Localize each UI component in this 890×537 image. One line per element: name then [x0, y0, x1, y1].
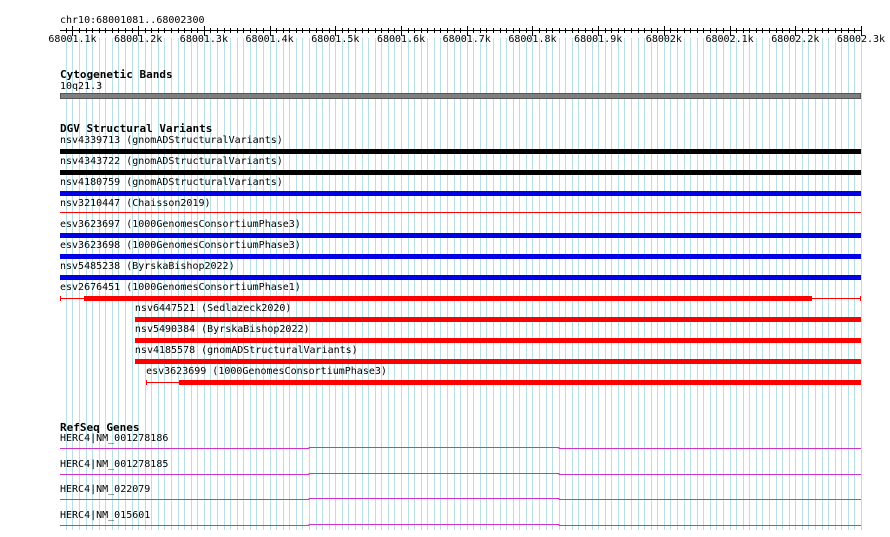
variant-feature[interactable] [84, 296, 812, 301]
ruler-tick-label: 68001.6k [376, 34, 426, 45]
variant-feature[interactable] [60, 254, 861, 259]
gene-label[interactable]: HERC4|NM_001278185 [60, 459, 169, 470]
ruler-tick-label: 68002.1k [705, 34, 754, 45]
gene-label[interactable]: HERC4|NM_015601 [60, 510, 151, 521]
variant-label[interactable]: nsv5490384 (ByrskaBishop2022) [134, 324, 310, 335]
ruler-tick-label: 68001.2k [114, 34, 163, 45]
variant-label[interactable]: esv3623698 (1000GenomesConsortiumPhase3) [60, 240, 301, 251]
ruler-tick-label: 68001.8k [508, 34, 557, 45]
dgv-track-heading[interactable]: DGV Structural Variants [60, 122, 213, 135]
variant-feature[interactable] [135, 338, 861, 343]
ruler-tick-label: 68002.3k [836, 34, 886, 45]
ruler-tick-label: 68001.5k [311, 34, 360, 45]
location-label: chr10:68001081..68002300 [60, 15, 205, 26]
variant-label[interactable]: esv2676451 (1000GenomesConsortiumPhase1) [60, 282, 301, 293]
variant-flank-cap [860, 296, 861, 301]
variant-feature[interactable] [135, 317, 861, 322]
variant-label[interactable]: nsv4180759 (gnomADStructuralVariants) [60, 177, 283, 188]
gene-label[interactable]: HERC4|NM_022079 [60, 484, 151, 495]
refseq-track-heading[interactable]: RefSeq Genes [60, 421, 140, 434]
gene-label[interactable]: HERC4|NM_001278186 [60, 433, 169, 444]
variant-feature[interactable] [135, 359, 861, 364]
variant-flank-cap [60, 296, 61, 301]
variant-feature[interactable] [60, 149, 861, 154]
variant-label[interactable]: esv3623697 (1000GenomesConsortiumPhase3) [60, 219, 301, 230]
variant-label[interactable]: nsv4343722 (gnomADStructuralVariants) [60, 156, 283, 167]
cytoband-track-heading[interactable]: Cytogenetic Bands [60, 68, 173, 81]
ruler-tick-label: 68001.1k [48, 34, 97, 45]
variant-label[interactable]: nsv4339713 (gnomADStructuralVariants) [60, 135, 283, 146]
cytoband-bar[interactable] [60, 93, 861, 99]
ruler-tick-label: 68001.3k [179, 34, 228, 45]
variant-label[interactable]: nsv3210447 (Chaisson2019) [60, 198, 211, 209]
variant-flank-cap [146, 380, 147, 385]
variant-label[interactable]: nsv4185578 (gnomADStructuralVariants) [134, 345, 358, 356]
variant-feature[interactable] [179, 380, 861, 385]
variant-label[interactable]: nsv5485238 (ByrskaBishop2022) [60, 261, 235, 272]
ruler-tick-label: 68001.4k [245, 34, 294, 45]
ruler-tick-label: 68001.9k [574, 34, 623, 45]
variant-feature[interactable] [60, 170, 861, 175]
variant-feature[interactable] [60, 191, 861, 196]
cytoband-label: 10q21.3 [60, 81, 103, 92]
ruler-tick-label: 68002k [645, 34, 682, 45]
variant-feature[interactable] [60, 275, 861, 280]
ruler-tick-label: 68002.2k [771, 34, 820, 45]
ruler-tick-label: 68001.7k [442, 34, 491, 45]
variant-feature[interactable] [60, 233, 861, 238]
variant-feature[interactable] [60, 212, 861, 213]
variant-label[interactable]: nsv6447521 (Sedlazeck2020) [134, 303, 292, 314]
variant-label[interactable]: esv3623699 (1000GenomesConsortiumPhase3) [146, 366, 387, 377]
